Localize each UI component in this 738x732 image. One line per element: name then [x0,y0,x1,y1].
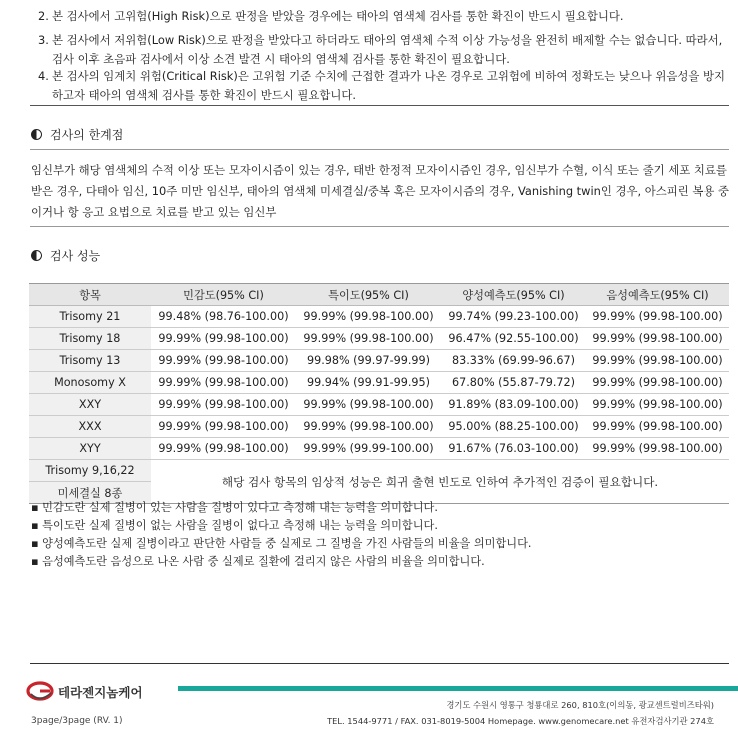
row-label: Trisomy 21 [29,306,151,328]
footer-divider [30,663,729,664]
cut-off-note [38,0,42,4]
table-cell: 99.99% (99.98-100.00) [151,438,296,460]
table-cell: 99.94% (99.91-99.95) [296,372,441,394]
table-cell: 99.99% (99.98-100.00) [151,416,296,438]
table-cell: 99.99% (99.98-100.00) [586,328,729,350]
divider [30,105,729,106]
page-number: 3page/3page (RV. 1) [31,716,123,726]
table-row [29,416,729,438]
table-cell: 99.99% (99.98-100.00) [296,306,441,328]
table-cell: 99.99% (99.98-100.00) [296,394,441,416]
table-cell: 95.00% (88.25-100.00) [441,416,586,438]
table-row [29,306,729,328]
table-cell: 99.99% (99.98-100.00) [296,416,441,438]
extra-note: 해당 검사 항목의 임상적 성능은 희귀 출현 빈도로 인하여 추가적인 검증이 필요합니다. [151,460,729,504]
table-cell: 99.99% (99.98-100.00) [586,394,729,416]
table-row [29,438,729,460]
definitions-list [31,499,531,571]
table-cell: 99.99% (99.98-100.00) [151,328,296,350]
brand-stripe [178,686,738,691]
row-label: Trisomy 13 [29,350,151,372]
table-cell: 96.47% (92.55-100.00) [441,328,586,350]
performance-table [29,283,729,504]
row-label: XXX [29,416,151,438]
table-header-row [29,284,729,306]
table-row [29,372,729,394]
row-label: Monosomy X [29,372,151,394]
note-2: 2. 본 검사에서 고위험(High Risk)으로 판정을 받았을 경우에는 태아의 염색체 검사를 통한 확진이 반드시 필요합니다. [38,9,624,23]
table-cell: 99.99% (99.98-100.00) [586,372,729,394]
row-label: XYY [29,438,151,460]
half-circle-icon [31,250,42,261]
table-cell: 91.67% (76.03-100.00) [441,438,586,460]
row-label: 미세결실 8종 [29,482,151,504]
table-cell: 99.99% (99.98-100.00) [586,438,729,460]
footer-address: 경기도 수원시 영통구 청룡대로 260, 810호(이의동, 광교센트럴비즈타워) [446,700,714,710]
col-header-item: 항목 [29,284,151,306]
row-label: Trisomy 18 [29,328,151,350]
limitations-text: 임신부가 해당 염색체의 수적 이상 또는 모자이시즘이 있는 경우, 태반 한정적 모자이시즘인 경우, 임신부가 수혈, 이식 또는 줄기 세포 치료를 받은 경우, 다태아 임신, 10주 미만 임신부, 태아의 염색체 미세결실/중복 혹은 모자이시즘의 경우, Vanishing twin인 경우, 아스피린 복용 중이거나 항 응고 요법으로 치료를 받고 있는 임신부 [31,163,729,219]
list-item: ▪ 특이도란 실제 질병이 없는 사람을 질병이 없다고 측정해 내는 능력을 의미합니다. [31,519,438,532]
table-row [29,328,729,350]
table-cell: 67.80% (55.87-79.72) [441,372,586,394]
divider [30,149,729,150]
table-cell: 91.89% (83.09-100.00) [441,394,586,416]
table-row [29,350,729,372]
table-cell: 83.33% (69.99-96.67) [441,350,586,372]
table-cell: 99.99% (99.98-100.00) [296,328,441,350]
divider [30,226,729,227]
list-item: ▪ 음성예측도란 음성으로 나온 사람 중 실제로 질환에 걸리지 않은 사람의 비율을 의미합니다. [31,555,485,568]
table-cell: 99.99% (99.98-100.00) [151,350,296,372]
table-cell: 99.99% (99.99-100.00) [296,438,441,460]
footer-contact: TEL. 1544-9771 / FAX. 031-8019-5004 Homepage. www.genomecare.net 유전자검사기관 274호 [327,716,714,726]
table-cell: 99.74% (99.23-100.00) [441,306,586,328]
performance-heading: 검사 성능 [31,247,100,264]
list-item: ▪ 민감도란 실제 질병이 있는 사람을 질병이 있다고 측정해 내는 능력을 의미합니다. [31,501,438,514]
list-item: ▪ 양성예측도란 실제 질병이라고 판단한 사람들 중 실제로 그 질병을 가진 사람들의 비율을 의미합니다. [31,537,532,550]
table-cell: 99.99% (99.98-100.00) [586,416,729,438]
row-label: Trisomy 9,16,22 [29,460,151,482]
table-cell: 99.99% (99.98-100.00) [586,350,729,372]
col-header-ppv: 양성예측도(95% CI) [441,284,586,306]
col-header-specificity: 특이도(95% CI) [296,284,441,306]
table-cell: 99.99% (99.98-100.00) [151,394,296,416]
col-header-npv: 음성예측도(95% CI) [586,284,729,306]
col-header-sensitivity: 민감도(95% CI) [151,284,296,306]
limitations-heading: 검사의 한계점 [31,126,123,143]
table-cell: 99.99% (99.98-100.00) [151,372,296,394]
row-label: XXY [29,394,151,416]
table-cell: 99.98% (99.97-99.99) [296,350,441,372]
table-row [29,460,729,482]
table-cell: 99.48% (98.76-100.00) [151,306,296,328]
logo-mark-icon [26,681,54,701]
table-row [29,394,729,416]
table-cell: 99.99% (99.98-100.00) [586,306,729,328]
half-circle-icon [31,129,42,140]
note-4: 4. 본 검사의 임계치 위험(Critical Risk)은 고위험 기준 수치에 근접한 결과가 나온 경우로 고위험에 비하여 정확도는 낮으나 위음성을 방지하고자 태아의 염색체 검사를 통한 확진이 반드시 필요합니다. [38,69,726,102]
note-3: 3. 본 검사에서 저위험(Low Risk)으로 판정을 받았다고 하더라도 태아의 염색체 수적 이상 가능성을 완전히 배제할 수는 없습니다. 따라서, 검사 이후 초음파 검사에서 이상 소견 발견 시 태아의 염색체 검사를 통한 확진이 필요합니다. [38,33,723,66]
company-name: 테라젠지놈케어 [58,685,143,700]
